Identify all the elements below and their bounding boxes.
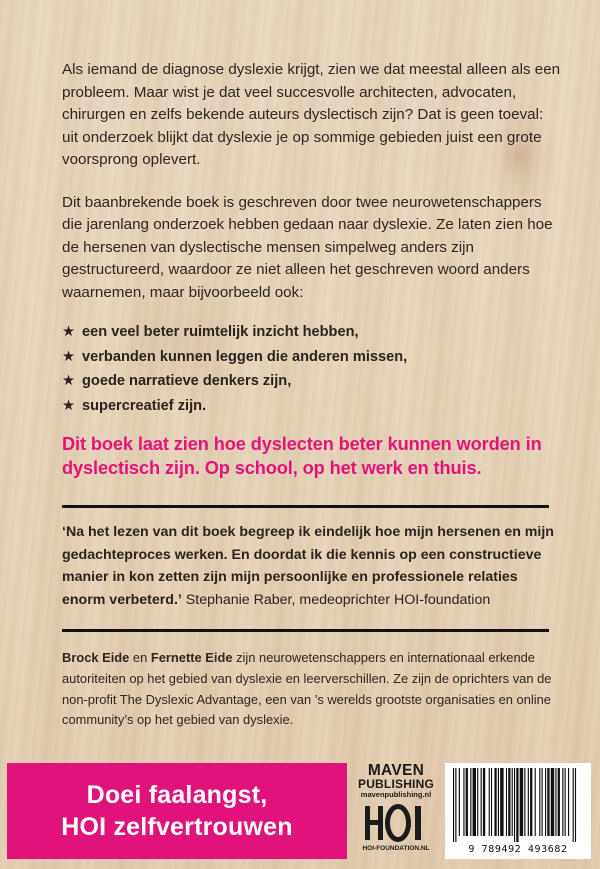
hoi-logo-icon bbox=[363, 803, 429, 843]
divider-top bbox=[62, 505, 549, 508]
banner-line-1: Doei faalangst, bbox=[86, 781, 268, 809]
barcode-bar bbox=[568, 768, 569, 836]
barcode-bar bbox=[575, 768, 576, 842]
barcode-bar bbox=[459, 768, 460, 836]
barcode-bar bbox=[512, 768, 513, 836]
barcode-bar bbox=[539, 768, 540, 836]
barcode-bar bbox=[565, 768, 566, 836]
star-icon: ★ bbox=[62, 373, 76, 390]
barcode-bar bbox=[506, 768, 507, 836]
publisher-name-line-1: MAVEN bbox=[367, 762, 425, 779]
star-icon: ★ bbox=[62, 324, 76, 340]
star-icon: ★ bbox=[62, 397, 76, 414]
barcode-bar bbox=[483, 768, 485, 836]
quote-text: ‘Na het lezen van dit boek begreep ik eindelijk hoe mijn hersenen en mijn gedachteproces werken. En doordat ik die kennis op een constructieve manier in kon zetten zijn mijn persoonlijke en professionele relaties enorm verbeterd.’ bbox=[62, 524, 554, 608]
barcode-bar bbox=[498, 768, 499, 836]
barcode-bar bbox=[528, 768, 529, 836]
barcode-bar bbox=[500, 768, 503, 836]
barcode-bar bbox=[535, 768, 536, 836]
banner-line-2: HOI zelfvertrouwen bbox=[61, 813, 293, 841]
intro-paragraph-1: Als iemand de diagnose dyslexie krijgt, zien we dat meestal alleen als een probleem. Maar wist je dat veel succesvolle architecten, advocaten, chirurgen en zelfs bekende auteurs dyslectisch zijn? Dat is geen toeval: uit onderzoek blijkt dat dyslexie je op sommige gebieden juist een grote voorsprong oplevert. bbox=[62, 61, 561, 168]
intro-text bbox=[62, 59, 562, 304]
barcode-bar bbox=[514, 768, 515, 842]
barcode-bar bbox=[524, 768, 525, 836]
barcode-bar bbox=[520, 768, 523, 836]
barcode-bar bbox=[558, 768, 560, 836]
star-icon: ★ bbox=[62, 348, 76, 365]
author-bio-text: zijn neurowetenschappers en internationaal erkende autoriteiten op het gebied van dyslexie en leerverschillen. Ze zijn de oprichters van de non-profit The Dyslexic Advantage, een van ’s werelds grootste organisaties en online community’s op het gebied van dyslexie. bbox=[62, 650, 552, 728]
isbn-number: 9 789492 493682 bbox=[468, 844, 568, 855]
author-connector: en bbox=[129, 650, 151, 665]
barcode-bar bbox=[516, 768, 518, 842]
list-item bbox=[62, 320, 562, 345]
intro-paragraph-2: Dit baanbrekende boek is geschreven door twee neurowetenschappers die jarenlang onderzoek hebben gedaan naar dyslexie. Ze laten zien hoe de hersenen van dyslectische mensen simpelweg anders zijn gestructureerd, waardoor ze niet alleen het geschreven woord anders waarnemen, maar bijvoorbeeld ook: bbox=[62, 193, 553, 301]
barcode-bar bbox=[463, 768, 464, 836]
publisher-name-line-2: PUBLISHING bbox=[357, 777, 434, 791]
slogan-banner bbox=[7, 763, 347, 859]
barcode-bar bbox=[547, 768, 549, 836]
list-item-text: verbanden kunnen leggen die anderen missen, bbox=[82, 348, 408, 365]
list-item bbox=[62, 394, 562, 419]
list-item bbox=[62, 345, 562, 370]
barcode-bar bbox=[508, 768, 510, 836]
barcode-bar bbox=[481, 768, 482, 836]
barcode-bar bbox=[562, 768, 563, 836]
isbn-barcode bbox=[445, 763, 591, 859]
quote-attribution: Stephanie Raber, medeoprichter HOI-foundation bbox=[181, 591, 491, 608]
barcode-bar bbox=[542, 768, 543, 836]
barcode-bar bbox=[530, 768, 532, 836]
barcode-bar bbox=[494, 768, 496, 836]
foundation-website: HOI-FOUNDATION.NL bbox=[362, 845, 430, 852]
benefits-list bbox=[62, 320, 562, 418]
list-item-text: een veel beter ruimtelijk inzicht hebben, bbox=[82, 324, 359, 340]
barcode-bar bbox=[455, 768, 456, 842]
barcode-bar bbox=[489, 768, 490, 836]
publisher-website: mavenpublishing.nl bbox=[360, 790, 432, 799]
barcode-bar bbox=[551, 768, 554, 836]
tagline: Dit boek laat zien hoe dyslecten beter kunnen worden in dyslectisch zijn. Op school, op het werk en thuis. bbox=[62, 434, 542, 478]
barcode-bar bbox=[555, 768, 556, 836]
divider-bottom bbox=[62, 629, 549, 632]
barcode-bar bbox=[491, 768, 492, 836]
barcode-bar bbox=[545, 768, 546, 836]
list-item-text: goede narratieve denkers zijn, bbox=[82, 373, 292, 390]
barcode-bar bbox=[473, 768, 476, 836]
barcode-bar bbox=[453, 768, 454, 842]
list-item bbox=[62, 369, 562, 394]
barcode-bar bbox=[477, 768, 478, 836]
testimonial-quote bbox=[62, 521, 560, 611]
barcode-bar bbox=[573, 768, 574, 842]
barcode-bar bbox=[470, 768, 471, 836]
author-name-2: Fernette Eide bbox=[150, 650, 233, 665]
author-bio bbox=[62, 648, 568, 731]
publisher-logos bbox=[356, 763, 436, 863]
barcode-bar bbox=[466, 768, 468, 836]
list-item-text: supercreatief zijn. bbox=[82, 397, 207, 414]
author-name-1: Brock Eide bbox=[62, 650, 130, 665]
barcode-icon bbox=[451, 768, 585, 842]
